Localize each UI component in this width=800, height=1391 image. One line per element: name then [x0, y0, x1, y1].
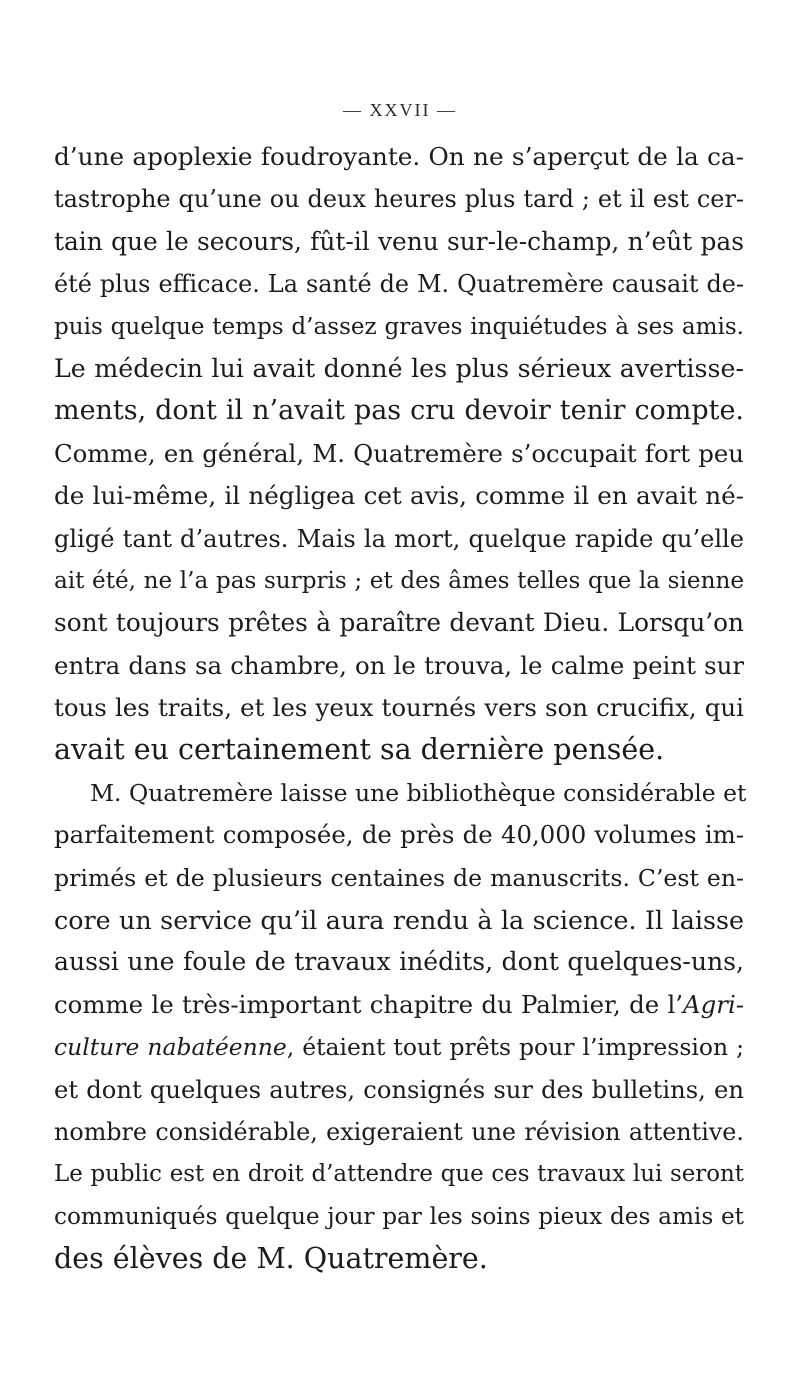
text-line: M. Quatremère laisse une bibliothèque considérable et: [90, 778, 747, 807]
text-line: ments, dont il n’avait pas cru devoir tenir compte.: [54, 395, 744, 427]
text-line: avait eu certainement sa dernière pensée.: [54, 733, 665, 767]
text-line: parfaitement composée, de près de 40,000 volumes im-: [54, 820, 744, 850]
text-line: [54, 1026, 744, 1068]
text-line: ait été, ne l’a pas surpris ; et des âmes telles que la sienne: [54, 567, 744, 594]
text-line: gligé tant d’autres. Mais la mort, quelque rapide qu’elle: [54, 524, 744, 553]
text-line: été plus efficace. La santé de M. Quatremère causait de-: [54, 270, 744, 299]
text-line: d’une apoplexie foudroyante. On ne s’aperçut de la ca-: [54, 142, 744, 171]
italic-text-segment: culture nabatéenne: [54, 1033, 287, 1062]
text-line: de lui-même, il négligea cet avis, comme il en avait né-: [54, 481, 744, 511]
text-line: tous les traits, et les yeux tournés vers son crucifix, qui: [54, 693, 744, 723]
text-line: des élèves de M. Quatremère.: [54, 1242, 488, 1276]
italic-text-segment: Agri-: [683, 989, 744, 1019]
page-number-header: — XXVII —: [343, 100, 457, 120]
text-line: [54, 984, 744, 1026]
text-line: tastrophe qu’une ou deux heures plus tard ; et il est cer-: [54, 185, 744, 214]
text-line: nombre considérable, exigeraient une révision attentive.: [54, 1117, 744, 1146]
text-line: entra dans sa chambre, on le trouva, le calme peint sur: [54, 650, 744, 680]
text-line: core un service qu’il aura rendu à la science. Il laisse: [54, 905, 744, 936]
body-text: [54, 136, 747, 1281]
text-line: Le public est en droit d’attendre que ces travaux lui seront: [54, 1161, 744, 1188]
text-line: sont toujours prêtes à paraître devant Dieu. Lorsqu’on: [54, 608, 744, 638]
text-line: aussi une foule de travaux inédits, dont quelques-uns,: [54, 947, 744, 977]
text-segment: comme le très-important chapitre du Palmier, de l’: [54, 989, 684, 1019]
text-segment: , étaient tout prêts pour l’impression ;: [286, 1033, 744, 1062]
text-line: Comme, en général, M. Quatremère s’occupait fort peu: [54, 438, 744, 468]
text-line: et dont quelques autres, consignés sur des bulletins, en: [54, 1074, 744, 1104]
text-line: Le médecin lui avait donné les plus sérieux avertisse-: [54, 353, 744, 383]
text-line: tain que le secours, fût-il venu sur-le-champ, n’eût pas: [54, 226, 744, 256]
text-line: primés et de plusieurs centaines de manuscrits. C’est en-: [54, 863, 744, 892]
text-line: communiqués quelque jour par les soins pieux des amis et: [54, 1202, 744, 1230]
text-line: puis quelque temps d’assez graves inquiétudes à ses amis.: [54, 313, 744, 340]
